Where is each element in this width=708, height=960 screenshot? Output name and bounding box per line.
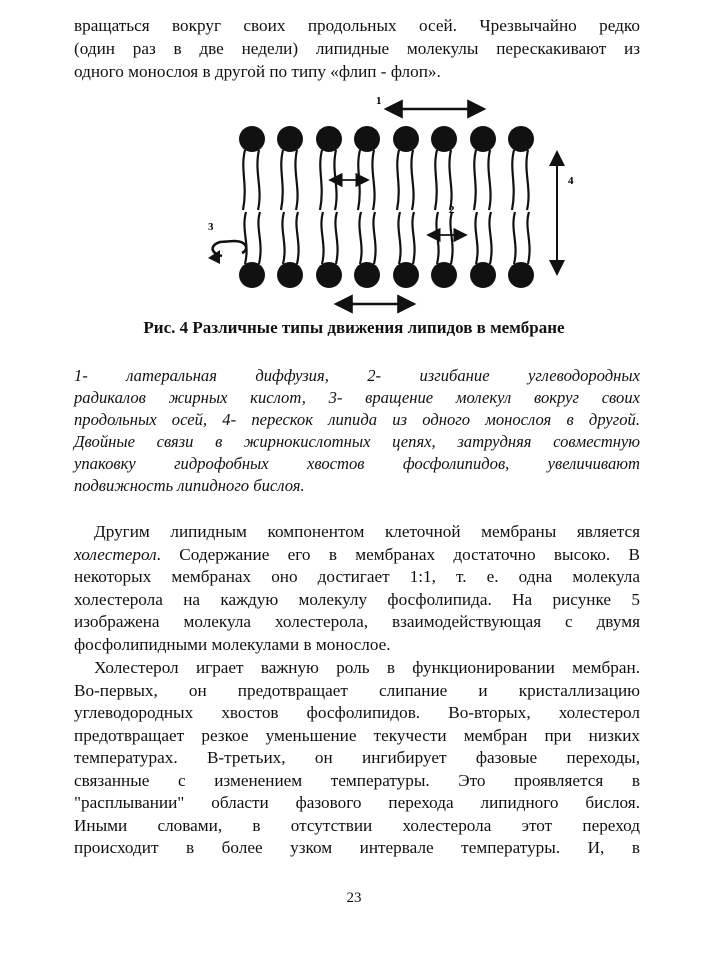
- text-line: Холестерол играет важную роль в функционировании мембран.: [94, 658, 640, 677]
- lipid-head: [239, 262, 265, 288]
- lipid-head: [393, 262, 419, 288]
- label-1: 1: [376, 95, 382, 107]
- legend-line: продольных осей, 4- перескок липида из одного монослоя в другой.: [74, 410, 640, 429]
- lipid-tail: [320, 150, 322, 210]
- lipid-head: [316, 262, 342, 288]
- lipid-head: [431, 262, 457, 288]
- lipid-tail: [281, 150, 283, 210]
- lipid-tail: [258, 212, 260, 264]
- lipid-tail: [412, 212, 414, 264]
- lipid-head: [239, 126, 265, 152]
- intro-paragraph: [74, 14, 640, 83]
- lipid-tail: [411, 150, 413, 210]
- lipid-head: [508, 126, 534, 152]
- lipid-tail: [257, 150, 259, 210]
- text-line: фосфолипидными молекулами в монослое.: [74, 634, 391, 654]
- figure-caption: Рис. 4 Различные типы движения липидов в мембране: [143, 318, 565, 337]
- label-3: 3: [208, 221, 214, 233]
- lipid-head: [316, 126, 342, 152]
- lipid-tail: [321, 212, 323, 264]
- text-line: Другим липидным компонентом клеточной мембраны является: [94, 522, 640, 541]
- lipid-head: [354, 126, 380, 152]
- lipid-tail: [296, 212, 298, 264]
- lipid-tail: [243, 150, 245, 210]
- lipid-tail: [282, 212, 284, 264]
- text-line: некоторых мембранах оно достигает 1:1, т. е. одна молекула: [74, 567, 640, 586]
- page-number: 23: [346, 890, 362, 906]
- legend-line: радикалов жирных кислот, 3- вращение молекул вокруг своих: [74, 388, 640, 407]
- label-4: 4: [568, 175, 574, 187]
- lipid-tail: [295, 150, 297, 210]
- term-cholesterol: холестерол: [74, 544, 157, 564]
- lipid-tail: [489, 212, 491, 264]
- text-line: холестерола на каждую молекулу фосфолипида. На рисунке 5: [74, 589, 640, 609]
- lipid-tail: [398, 212, 400, 264]
- lipid-tail: [436, 212, 438, 264]
- lower-monolayer: [239, 212, 534, 288]
- lipid-tail: [512, 150, 514, 210]
- text-line: (один раз в две недели) липидные молекулы перескакивают из: [74, 39, 640, 58]
- lipid-head: [470, 126, 496, 152]
- lipid-tail: [372, 150, 374, 210]
- text-line: углеводородных хвостов фосфолипидов. Во-вторых, холестерол: [74, 703, 640, 722]
- text-line: вращаться вокруг своих продольных осей. Чрезвычайно редко: [74, 16, 640, 35]
- lipid-head: [277, 262, 303, 288]
- text-line: "расплывании" области фазового перехода липидного бислоя.: [74, 793, 640, 812]
- paragraph-cholesterol-intro: [74, 521, 640, 656]
- lipid-tail: [488, 150, 490, 210]
- lipid-tail: [526, 150, 528, 210]
- lipid-tail: [397, 150, 399, 210]
- lipid-head: [354, 262, 380, 288]
- figure-legend: [74, 365, 640, 497]
- paragraph-cholesterol-role: [74, 657, 640, 860]
- lipid-tail: [513, 212, 515, 264]
- lipid-head: [277, 126, 303, 152]
- lipid-head: [393, 126, 419, 152]
- text-line: Во-первых, он предотвращает слипание и кристаллизацию: [74, 680, 640, 700]
- lipid-head: [470, 262, 496, 288]
- text-line: Иными словами, в отсутствии холестерола этот переход: [74, 815, 640, 835]
- lipid-tail: [244, 212, 246, 264]
- lipid-head: [508, 262, 534, 288]
- lipid-tail: [527, 212, 529, 264]
- lipid-tail: [474, 150, 476, 210]
- text-line: [74, 544, 640, 567]
- lipid-bilayer-diagram: [190, 92, 590, 316]
- lipid-tail: [449, 150, 451, 210]
- lipid-tail: [359, 212, 361, 264]
- legend-line: 1- латеральная диффузия, 2- изгибание углеводородных: [74, 366, 640, 385]
- lipid-tail: [335, 212, 337, 264]
- lipid-tail: [373, 212, 375, 264]
- legend-line: Двойные связи в жирнокислотных цепях, затрудняя совместную: [74, 432, 640, 451]
- text-line: связанные с изменением температуры. Это проявляется в: [74, 770, 640, 790]
- text-line: предотвращает резкое уменьшение текучести мембран при низких: [74, 725, 640, 745]
- legend-line: подвижность липидного бислоя.: [74, 476, 305, 495]
- lipid-tail: [435, 150, 437, 210]
- text-line: одного монослоя в другой по типу «флип - флоп».: [74, 62, 441, 81]
- lipid-head: [431, 126, 457, 152]
- lipid-tail: [475, 212, 477, 264]
- lipid-tail: [450, 212, 452, 264]
- text-line: происходит в более узком интервале температуры. И, в: [74, 838, 640, 857]
- legend-line: упаковку гидрофобных хвостов фосфолипидов, увеличивают: [74, 454, 640, 473]
- text-fragment: . Содержание его в мембранах достаточно высоко. В: [156, 544, 640, 564]
- label-2: 2: [449, 204, 455, 216]
- upper-monolayer: [239, 126, 534, 210]
- text-line: изображена молекула холестерола, взаимодействующая с двумя: [74, 612, 640, 631]
- text-line: температурах. В-третьих, он ингибирует фазовые переходы,: [74, 748, 640, 767]
